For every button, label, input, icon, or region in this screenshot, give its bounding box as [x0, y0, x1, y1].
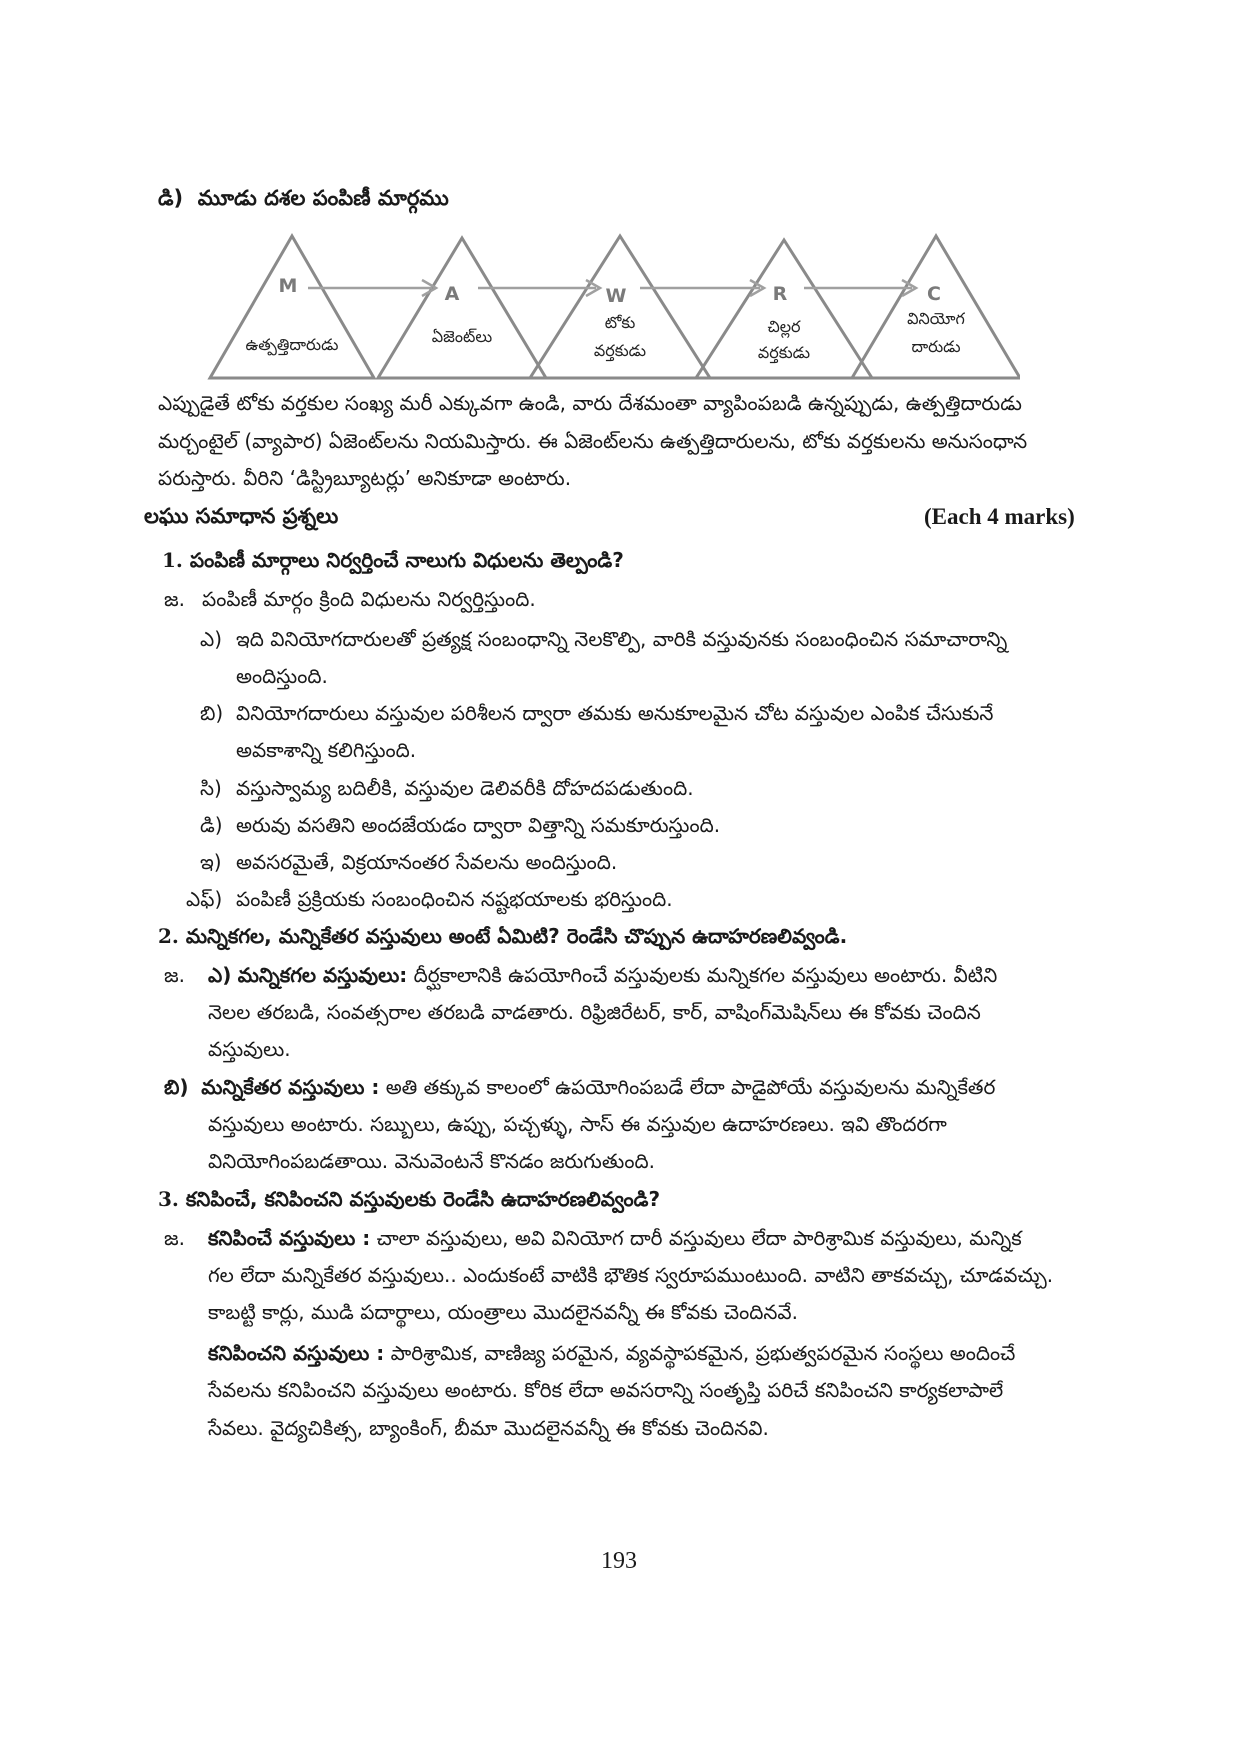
node-m-label: ఉత్పత్తిదారుడు: [245, 335, 339, 354]
node-a-label: ఏజెంట్‌లు: [431, 327, 493, 346]
section-d-heading: [158, 186, 449, 216]
node-r-letter: R: [772, 283, 788, 305]
q2-b-label: బి): [164, 1075, 189, 1099]
q1-question: [162, 545, 624, 575]
q3-b-first-line: [208, 1338, 1015, 1368]
q2-number: 2.: [158, 924, 179, 948]
q2-b-line2: వస్తువులు అంటారు. సబ్బులు, ఉప్పు, పచ్చళ్ళు, సాస్ ఈ వస్తువుల ఉదాహరణలు. ఇవి తొందరగా: [208, 1112, 947, 1136]
q2-b-first-line: [164, 1072, 995, 1102]
q1-item-a-label: ఎ): [200, 627, 223, 651]
q3-b-line2: సేవలను కనిపించని వస్తువులు అంటారు. కోరిక లేదా అవసరాన్ని సంతృప్తి పరిచే కనిపించని కార్యకలాపాలే: [208, 1378, 1004, 1402]
q2-question: [158, 921, 847, 951]
q3-a-line1: చాలా వస్తువులు, అవి వినియోగ దారీ వస్తువులు లేదా పారిశ్రామిక వస్తువులు, మన్నిక: [376, 1226, 1022, 1250]
node-c-label-line1: వినియోగ: [907, 309, 965, 328]
node-c-label-line2: దారుడు: [911, 337, 961, 356]
node-w-label-line1: టోకు: [604, 313, 636, 332]
short-answer-title: లఘు సమాధాన ప్రశ్నలు: [144, 504, 339, 528]
q3-b-term: కనిపించని వస్తువులు :: [208, 1341, 385, 1365]
intro-line-2: మర్చంటైల్ (వ్యాపార) ఏజెంట్‌లను నియమిస్తారు. ఈ ఏజెంట్‌లను ఉత్పత్తిదారులను, టోకు వర్తకులను అనుసంధాన: [158, 429, 1028, 453]
q2-a-line1: దీర్ఘకాలానికి ఉపయోగించే వస్తువులకు మన్నికగల వస్తువులు అంటారు. వీటిని: [413, 963, 998, 987]
q1-item-a-line2: అందిస్తుంది.: [236, 664, 328, 688]
q1-item-f-line1: పంపిణీ ప్రక్రియకు సంబంధించిన నష్టభయాలకు భరిస్తుంది.: [236, 887, 673, 911]
q2-b-line1: అతి తక్కువ కాలంలో ఉపయోగింపబడే లేదా పాడైపోయే వస్తువులను మన్నికేతర: [385, 1075, 996, 1099]
q1-item-e-label: ఇ): [200, 850, 222, 874]
node-w-label-line2: వర్తకుడు: [593, 341, 647, 360]
node-c-letter: C: [927, 283, 941, 305]
node-w-letter: W: [605, 285, 627, 307]
short-answer-marks: (Each 4 marks): [924, 504, 1075, 529]
q2-a-term: మన్నికగల వస్తువులు:: [237, 963, 408, 987]
q1-item-d-label: డి): [200, 813, 223, 837]
q2-answer-label: జ.: [164, 963, 185, 987]
q1-answer-intro: పంపిణీ మార్గం క్రింది విధులను నిర్వర్తిస్తుంది.: [202, 587, 536, 611]
q3-a-first-line: [208, 1223, 1022, 1253]
q1-item-b-line1: వినియోగదారులు వస్తువుల పరిశీలన ద్వారా తమకు అనుకూలమైన చోట వస్తువుల ఎంపిక చేసుకునే: [236, 701, 994, 725]
q1-item-e-line1: అవసరమైతే, విక్రయానంతర సేవలను అందిస్తుంది.: [236, 850, 618, 874]
node-r-label-line1: చిల్లర: [767, 317, 801, 336]
section-d-label: డి): [158, 186, 184, 210]
q1-item-b-line2: అవకాశాన్ని కలిగిస్తుంది.: [236, 738, 417, 762]
q1-item-b-label: బి): [200, 701, 224, 725]
q3-b-line1: పారిశ్రామిక, వాణిజ్య పరమైన, వ్యవస్థాపకమైన, ప్రభుత్వపరమైన సంస్థలు అందించే: [390, 1341, 1016, 1365]
q1-item-c-line1: వస్తుస్వామ్య బదిలీకి, వస్తువుల డెలివరీకి దోహదపడుతుంది.: [236, 776, 694, 800]
distribution-channel-diagram: [200, 228, 1020, 388]
triangle-consumer: [852, 236, 1020, 378]
q3-a-line2: గల లేదా మన్నికేతర వస్తువులు.. ఎందుకంటే వాటికి భౌతిక స్వరూపముంటుంది. వాటిని తాకవచ్చు, చూడవచ్చు.: [208, 1263, 1054, 1287]
q1-question-text: పంపిణీ మార్గాలు నిర్వర్తించే నాలుగు విధులను తెల్పండి?: [189, 548, 624, 572]
q2-a-label: ఎ): [208, 963, 232, 987]
q3-question-text: కనిపించే, కనిపించని వస్తువులకు రెండేసి ఉదాహరణలివ్వండి?: [185, 1187, 661, 1211]
node-m-letter: M: [278, 275, 298, 297]
q1-item-d-line1: అరువు వసతిని అందజేయడం ద్వారా విత్తాన్ని సమకూరుస్తుంది.: [236, 813, 721, 837]
q3-a-term: కనిపించే వస్తువులు :: [208, 1226, 371, 1250]
q2-b-line3: వినియోగింపబడతాయి. వెనువెంటనే కొనడం జరుగుతుంది.: [208, 1149, 655, 1173]
q3-b-line3: సేవలు. వైద్యచికిత్స, బ్యాంకింగ్, బీమా మొదలైనవన్నీ ఈ కోవకు చెందినవి.: [208, 1416, 769, 1440]
q3-answer-label: జ.: [164, 1226, 185, 1250]
q3-number: 3.: [158, 1187, 179, 1211]
intro-line-3: పరుస్తారు. వీరిని ‘డిస్ట్రిబ్యూటర్లు’ అనికూడా అంటారు.: [158, 466, 572, 490]
q1-answer-label: జ.: [164, 587, 185, 611]
q1-item-a-line1: ఇది వినియోగదారులతో ప్రత్యక్ష సంబంధాన్ని నెలకొల్పి, వారికి వస్తువునకు సంబంధించిన సమాచారాన్ని: [236, 627, 1008, 651]
q3-question: [158, 1184, 660, 1214]
q2-a-line3: వస్తువులు.: [208, 1037, 291, 1061]
q2-a-line2: నెలల తరబడి, సంవత్సరాల తరబడి వాడతారు. రిఫ్రిజిరేటర్, కార్, వాషింగ్‌మెషిన్‌లు ఈ కోవకు చెందిన: [208, 1000, 981, 1024]
q2-a-first-line: [208, 960, 997, 990]
q2-question-text: మన్నికగల, మన్నికేతర వస్తువులు అంటే ఏమిటి? రెండేసి చొప్పున ఉదాహరణలివ్వండి.: [185, 924, 848, 948]
triangle-agents: [378, 238, 546, 378]
q1-item-f-label: ఎఫ్): [186, 887, 223, 911]
q3-a-line3: కాబట్టి కార్లు, ముడి పదార్థాలు, యంత్రాలు మొదలైనవన్నీ ఈ కోవకు చెందినవే.: [208, 1300, 799, 1324]
node-a-letter: A: [444, 283, 460, 305]
q2-b-term: మన్నికేతర వస్తువులు :: [201, 1075, 380, 1099]
page-number: 193: [601, 1548, 637, 1574]
intro-line-1: ఎప్పుడైతే టోకు వర్తకుల సంఖ్య మరీ ఎక్కువగా ఉండి, వారు దేశమంతా వ్యాపింపబడి ఉన్నప్పుడు, ఉత్పత్తిదారుడు: [158, 391, 1022, 415]
section-d-title: మూడు దశల పంపిణీ మార్గము: [197, 186, 449, 210]
node-r-label-line2: వర్తకుడు: [757, 343, 811, 362]
triangle-manufacturer: [210, 236, 374, 378]
q1-item-c-label: సి): [200, 776, 222, 800]
q1-number: 1.: [162, 548, 183, 572]
